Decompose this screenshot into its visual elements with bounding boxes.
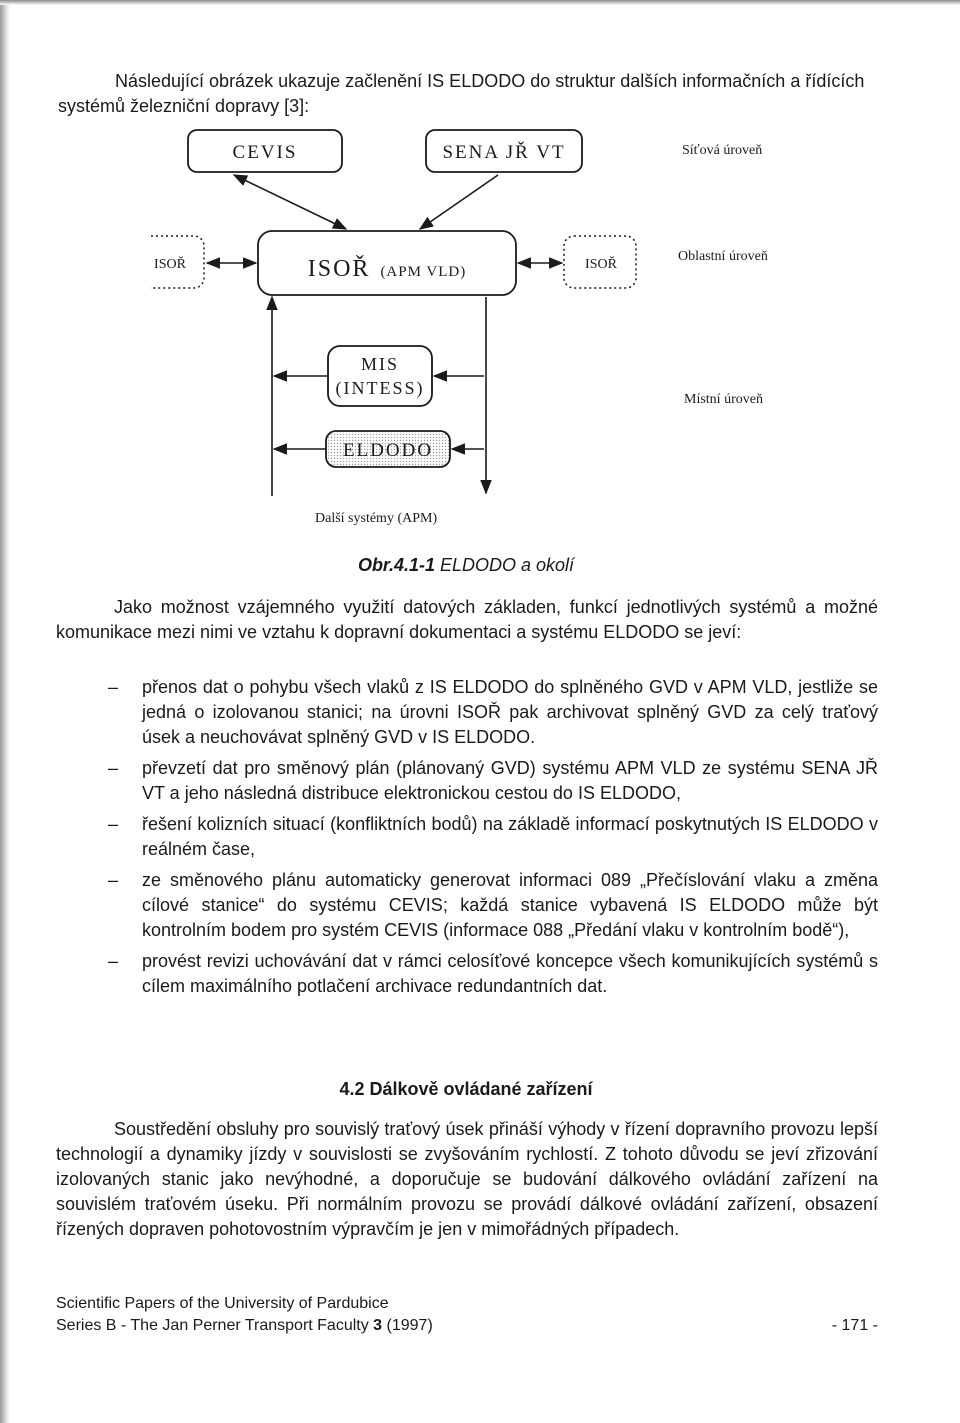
list-item-text: ze směnového plánu automaticky generovat informaci 089 „Přečíslování vlaku a změna cílové stanice“ do systému CEVIS; každá stanice vybavená IS ELDODO může být kontrolním bodem pro systém CEVIS (informace 088 „Předání vlaku v kontrolním bodě“), xyxy=(142,870,878,940)
list-item xyxy=(108,812,878,862)
list-item-text: řešení kolizních situací (konfliktních bodů) na základě informací poskytnutých IS ELDODO v reálném čase, xyxy=(142,814,878,859)
mis-label-1: MIS xyxy=(360,354,400,374)
list-item-text: provést revizi uchovávání dat v rámci celosíťové koncepce všech komunikujících systémů s cílem maximálního potlačení archivace redundantních dat. xyxy=(142,951,878,996)
list-item-text: převzetí dat pro směnový plán (plánovaný GVD) systému APM VLD ze systému SENA JŘ VT a jeho následná distribuce elektronickou cestou do IS ELDODO, xyxy=(142,758,878,803)
cevis-isor-arrow xyxy=(234,175,346,229)
paragraph-2: Soustředění obsluhy pro souvislý traťový úsek přináší výhody v řízení dopravního provozu lepší technologií a dynamiky jízdy v souvislosti se zvyšováním rychlostí. Z tohoto důvodu se jeví zřizování izolovaných stanic jako nevýhodné, a doporučuje se budování dálkového ovládání zařízení na souvislém traťovém úseku. Při normálním provozu se provádí dálkové ovládání zařízení, obsazení řízených dopraven pohotovostním výpravčím je jen v mimořádných případech. xyxy=(56,1119,878,1239)
footer-line-1: Scientific Papers of the University of Pardubice xyxy=(56,1295,389,1312)
list-item xyxy=(108,949,878,999)
section-title: 4.2 Dálkově ovládané zařízení xyxy=(339,1079,593,1099)
list-item xyxy=(108,868,878,943)
bullet-marker: – xyxy=(108,870,119,890)
footer-volume: 3 xyxy=(373,1317,383,1334)
page-number: - 171 - xyxy=(831,1317,878,1334)
isor-right-label: ISOŘ xyxy=(585,257,617,272)
mis-label-2: (INTESS) xyxy=(335,378,425,398)
cevis-label: CEVIS xyxy=(232,142,298,163)
isor-main-name: ISOŘ xyxy=(307,256,371,282)
level-local-label: Místní úroveň xyxy=(684,392,763,407)
bullet-marker: – xyxy=(108,677,119,697)
isor-main-label xyxy=(308,256,467,282)
paragraph-1: Jako možnost vzájemného využití datových základen, funkcí jednotlivých systémů a možné komunikace mezi nimi ve vztahu k dopravní dokumentaci a systému ELDODO se jeví: xyxy=(56,597,878,642)
bullet-marker: – xyxy=(108,758,119,778)
sena-label: SENA JŘ VT xyxy=(442,142,566,163)
caption-label: Obr.4.1-1 xyxy=(357,555,435,575)
system-diagram xyxy=(150,118,810,528)
caption-text: ELDODO a okolí xyxy=(440,555,575,575)
level-regional-label: Oblastní úroveň xyxy=(678,249,768,264)
footer-year: (1997) xyxy=(382,1317,433,1334)
figure-caption xyxy=(0,555,932,576)
isor-left-label: ISOŘ xyxy=(154,257,186,272)
list-item xyxy=(108,675,878,750)
page-footer xyxy=(56,1293,878,1337)
other-systems-label: Další systémy (APM) xyxy=(315,511,438,526)
footer-series: Series B - The Jan Perner Transport Faculty xyxy=(56,1317,374,1334)
intro-paragraph: Následující obrázek ukazuje začlenění IS ELDODO do struktur dalších informačních a řídících systémů železniční dopravy [3]: xyxy=(58,71,865,116)
isor-main-box xyxy=(258,231,516,295)
bullet-marker: – xyxy=(108,814,119,834)
scan-top-edge xyxy=(0,0,960,5)
list-item-text: přenos dat o pohybu všech vlaků z IS ELDODO do splněného GVD v APM VLD, jestliže se jedná o izolovanou stanici; na úrovni ISOŘ pak archivovat splněný GVD za celý traťový úsek a neuchovávat splněný GVD v IS ELDODO. xyxy=(142,677,878,747)
sena-isor-arrow xyxy=(420,175,498,229)
level-network-label: Síťová úroveň xyxy=(682,143,763,158)
bullet-list xyxy=(108,675,878,1005)
bullet-marker: – xyxy=(108,951,119,971)
footer-line-2 xyxy=(56,1315,878,1337)
isor-main-sub: (APM VLD) xyxy=(380,264,467,280)
list-item xyxy=(108,756,878,806)
scan-edge xyxy=(0,0,10,1423)
eldodo-label: ELDODO xyxy=(342,440,434,461)
